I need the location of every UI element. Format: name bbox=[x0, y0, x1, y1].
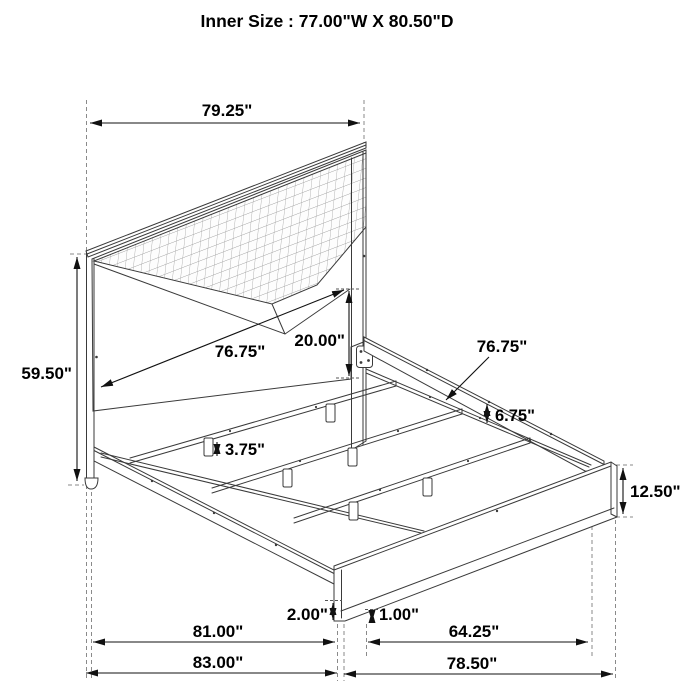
side-rail-left bbox=[94, 447, 334, 584]
headboard-left-foot bbox=[85, 478, 98, 489]
dim-label-headboard-width: 79.25" bbox=[201, 101, 253, 120]
dim-label-overall-depth: 83.00" bbox=[192, 653, 244, 672]
slat-leg bbox=[204, 438, 213, 456]
dim-label-rail-gap: 6.75" bbox=[495, 407, 535, 425]
slat-leg bbox=[348, 448, 357, 466]
dim-footboard-inner-span bbox=[368, 622, 588, 642]
bed-frame-art bbox=[85, 142, 617, 621]
dim-footboard-height bbox=[623, 468, 681, 514]
dim-label-footboard-bottom-lip: 1.00" bbox=[379, 606, 419, 624]
slat-leg bbox=[283, 469, 292, 487]
dim-footboard-width bbox=[344, 654, 613, 674]
headboard bbox=[85, 142, 373, 489]
dim-label-slat-leg-height: 3.75" bbox=[225, 441, 265, 459]
dim-overall-depth bbox=[86, 653, 337, 673]
slat-leg bbox=[326, 404, 335, 422]
dim-inner-frame-length bbox=[93, 622, 335, 642]
dim-label-headboard-height: 59.50" bbox=[21, 364, 72, 383]
dim-rail-gap bbox=[487, 404, 535, 425]
footboard bbox=[334, 462, 617, 621]
slat-leg bbox=[423, 478, 432, 496]
dim-label-footboard-width: 78.50" bbox=[446, 654, 498, 673]
dim-label-slat-width: 76.75" bbox=[476, 337, 528, 356]
support-rail-left bbox=[101, 453, 424, 533]
dim-label-footboard-height: 12.50" bbox=[630, 482, 681, 501]
dim-headboard-width bbox=[90, 101, 360, 123]
dim-label-rail-bottom-gap: 2.00" bbox=[286, 605, 328, 624]
dim-label-inner-frame-length: 81.00" bbox=[192, 622, 244, 641]
dim-label-footboard-inner-span: 64.25" bbox=[448, 622, 500, 641]
dim-headboard-height bbox=[21, 257, 77, 481]
dim-slat-leg-height bbox=[217, 441, 265, 459]
side-rail-right bbox=[364, 337, 604, 473]
dim-label-headboard-panel-width: 76.75" bbox=[214, 342, 266, 361]
slat-leg bbox=[349, 502, 358, 520]
page-title: Inner Size : 77.00"W X 80.50"D bbox=[200, 11, 454, 31]
dim-label-headboard-panel-height: 20.00" bbox=[294, 331, 345, 350]
